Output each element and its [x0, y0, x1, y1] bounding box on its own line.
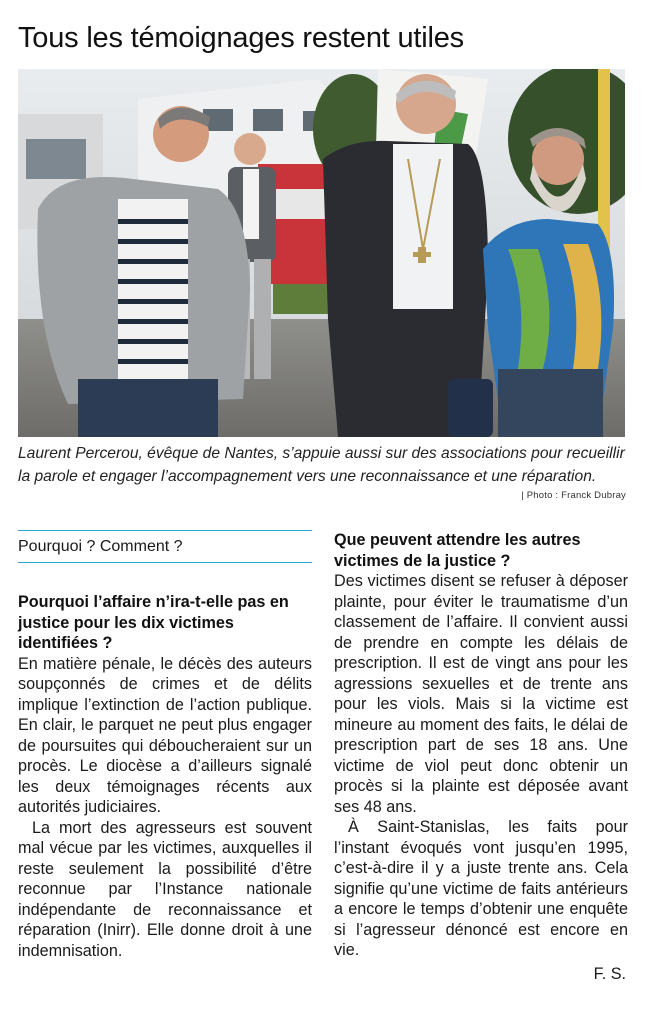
- left-column: [18, 530, 312, 961]
- rubric-header: Pourquoi ? Comment ?: [18, 530, 312, 563]
- paragraph: La mort des agresseurs est souvent mal vécue par les victimes, auxquelles il reste seulement la possibilité d’être reconnue par l’Instance nationale indépendante de reconnaissance et réparation (Inirr). Elle donne droit à une indemnisation.: [18, 818, 312, 960]
- photo-illustration: [18, 69, 625, 437]
- paragraph: À Saint-Stanislas, les faits pour l’instant évoqués vont jusqu’en 1995, c’est-à-dire il y a juste trente ans. Cela signifie qu’une victime de faits antérieurs a encore le temps d’obtenir une enquête si l’agresseur dénoncé est encore en vie.: [334, 818, 628, 959]
- paragraph: Des victimes disent se refuser à déposer plainte, pour éviter le traumatisme d’un classement de l’affaire. Il convient aussi de prendre en compte les délais de prescription. Il est de vingt ans pour les agressions sexuelles et de trente ans pour les viols. Mais si la victime est mineure au moment des faits, le délai de prescription part de ses 18 ans. Une victime de viol peut donc obtenir un procès si la plainte est déposée avant ses 48 ans.: [334, 572, 628, 816]
- right-column: [334, 530, 628, 984]
- photo-credit: | Photo : Franck Dubray: [521, 490, 626, 501]
- photo-caption: Laurent Percerou, évêque de Nantes, s’appuie aussi sur des associations pour recueillir la parole et engager l’accompagnement vers une reconnaissance et une réparation.: [18, 445, 625, 485]
- article-photo: [18, 69, 625, 437]
- paragraph: En matière pénale, le décès des auteurs soupçonnés de crimes et de délits implique l’extinction de l’action publique. En clair, le parquet ne peut plus engager de poursuites qui déboucheraient sur un procès. Le diocèse a d’ailleurs signalé les deux témoignages récents aux autorités judiciaires.: [18, 654, 312, 816]
- question-heading-2: Que peuvent attendre les autres victimes de la justice ?: [334, 531, 581, 570]
- headline: Tous les témoignages restent utiles: [18, 22, 464, 54]
- author-signature: F. S.: [593, 964, 626, 983]
- question-heading-1: Pourquoi l’affaire n’ira-t-elle pas en justice pour les dix victimes identifiées ?: [18, 593, 289, 652]
